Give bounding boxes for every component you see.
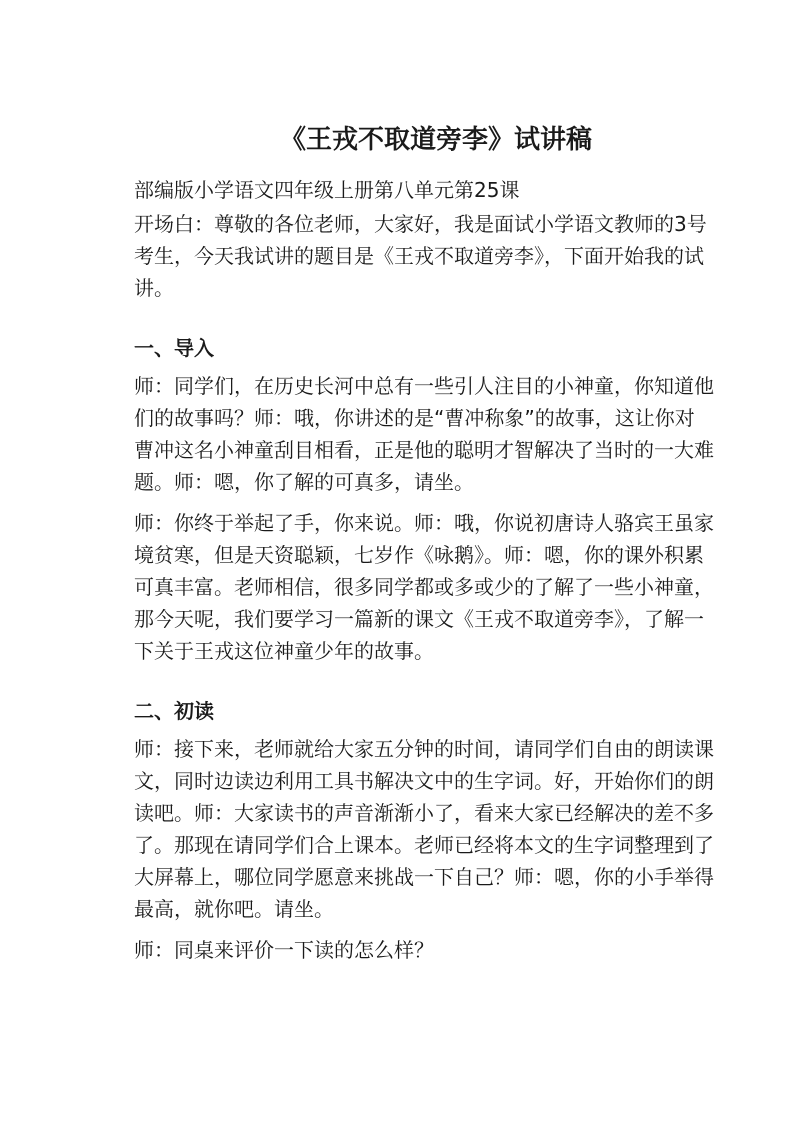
- first-reading-paragraph-2: 师：同桌来评价一下读的怎么样？: [134, 938, 434, 962]
- section-heading-intro: 一、导入: [134, 336, 214, 360]
- intro-paragraph-1: 师：同学们，在历史长河中总有一些引人注目的小神童，你知道他们的故事吗？师：哦，你讲述的是“曹冲称象”的故事，这让你对曹冲这名小神童刮目相看，正是他的聪明才智解决了当时的一大难题。师：嗯，你了解的可真多，请坐。: [134, 374, 714, 494]
- lesson-subtitle: 部编版小学语文四年级上册第八单元第25课: [134, 178, 520, 202]
- section-heading-first-reading: 二、初读: [134, 699, 214, 723]
- intro-paragraph-2: 师：你终于举起了手，你来说。师：哦，你说初唐诗人骆宾王虽家境贫寒，但是天资聪颖，七岁作《咏鹅》。师：嗯，你的课外积累可真丰富。老师相信，很多同学都或多或少的了解了一些小神童，那今天呢，我们要学习一篇新的课文《王戎不取道旁李》，了解一下关于王戎这位神童少年的故事。: [134, 511, 714, 663]
- opening-paragraph: 开场白：尊敬的各位老师，大家好，我是面试小学语文教师的3号考生，今天我试讲的题目是《王戎不取道旁李》，下面开始我的试讲。: [134, 212, 707, 300]
- document-body: [134, 174, 714, 966]
- document-title: 《王戎不取道旁李》试讲稿: [279, 125, 592, 156]
- first-reading-paragraph-1: 师：接下来，老师就给大家五分钟的时间，请同学们自由的朗读课文，同时边读边利用工具书解决文中的生字词。好，开始你们的朗读吧。师：大家读书的声音渐渐小了，看来大家已经解决的差不多了。那现在请同学们合上课本。老师已经将本文的生字词整理到了大屏幕上，哪位同学愿意来挑战一下自己？师：嗯，你的小手举得最高，就你吧。请坐。: [134, 737, 714, 921]
